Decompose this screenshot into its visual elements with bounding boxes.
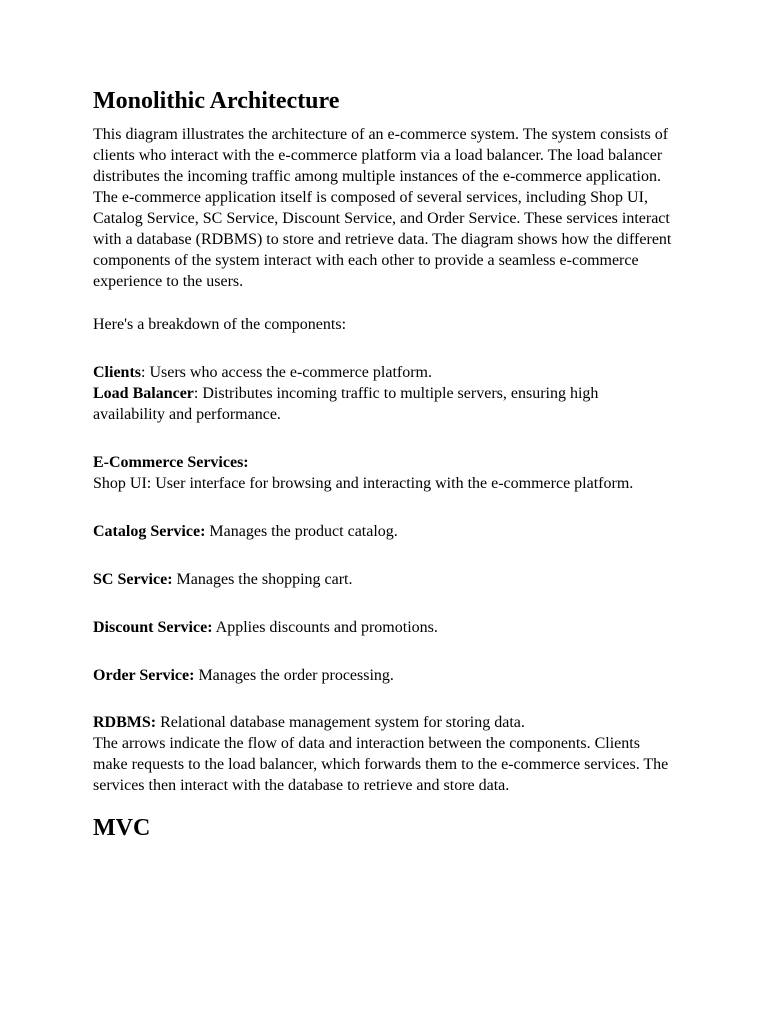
ecommerce-services-term: E-Commerce Services: xyxy=(93,454,249,471)
heading-mvc: MVC xyxy=(93,815,151,841)
catalog-service-description: Manages the product catalog. xyxy=(205,523,398,540)
discount-service-term: Discount Service: xyxy=(93,619,213,636)
sc-service-item xyxy=(93,569,673,590)
clients-description: : Users who access the e-commerce platform. xyxy=(141,364,432,381)
load-balancer-item xyxy=(93,383,673,425)
discount-service-item xyxy=(93,617,673,638)
flow-paragraph: The arrows indicate the flow of data and interaction between the components. Clients make requests to the load balancer, which forwards them to the e-commerce services. The services then interact with the database to retrieve and store data. xyxy=(93,735,669,794)
order-service-item xyxy=(93,665,673,686)
shop-ui-description: Shop UI: User interface for browsing and interacting with the e-commerce platform. xyxy=(93,475,634,492)
catalog-service-item xyxy=(93,521,673,542)
sc-service-term: SC Service: xyxy=(93,571,173,588)
catalog-service-term: Catalog Service: xyxy=(93,523,206,540)
clients-item xyxy=(93,362,673,383)
order-service-term: Order Service: xyxy=(93,667,195,684)
breakdown-intro: Here's a breakdown of the components: xyxy=(93,316,347,333)
load-balancer-term: Load Balancer xyxy=(93,385,194,402)
sc-service-description: Manages the shopping cart. xyxy=(172,571,353,588)
rdbms-item xyxy=(93,712,673,733)
order-service-description: Manages the order processing. xyxy=(194,667,394,684)
rdbms-term: RDBMS: xyxy=(93,714,157,731)
discount-service-description: Applies discounts and promotions. xyxy=(212,619,438,636)
intro-paragraph: This diagram illustrates the architecture of an e-commerce system. The system consists of clients who interact with the e-commerce platform via a load balancer. The load balancer distributes the incoming traffic among multiple instances of the e-commerce application. The e-commerce application itself is composed of several services, including Shop UI, Catalog Service, SC Service, Discount Service, and Order Service. These services interact with a database (RDBMS) to store and retrieve data. The diagram shows how the different components of the system interact with each other to provide a seamless e-commerce experience to the users. xyxy=(93,126,672,290)
ecommerce-services-heading xyxy=(93,452,673,473)
document-page xyxy=(93,86,673,843)
rdbms-description: Relational database management system for storing data. xyxy=(156,714,525,731)
heading-monolithic-architecture: Monolithic Architecture xyxy=(93,88,340,114)
clients-term: Clients xyxy=(93,364,141,381)
load-balancer-description: : Distributes incoming traffic to multiple servers, ensuring high availability and performance. xyxy=(93,385,599,423)
